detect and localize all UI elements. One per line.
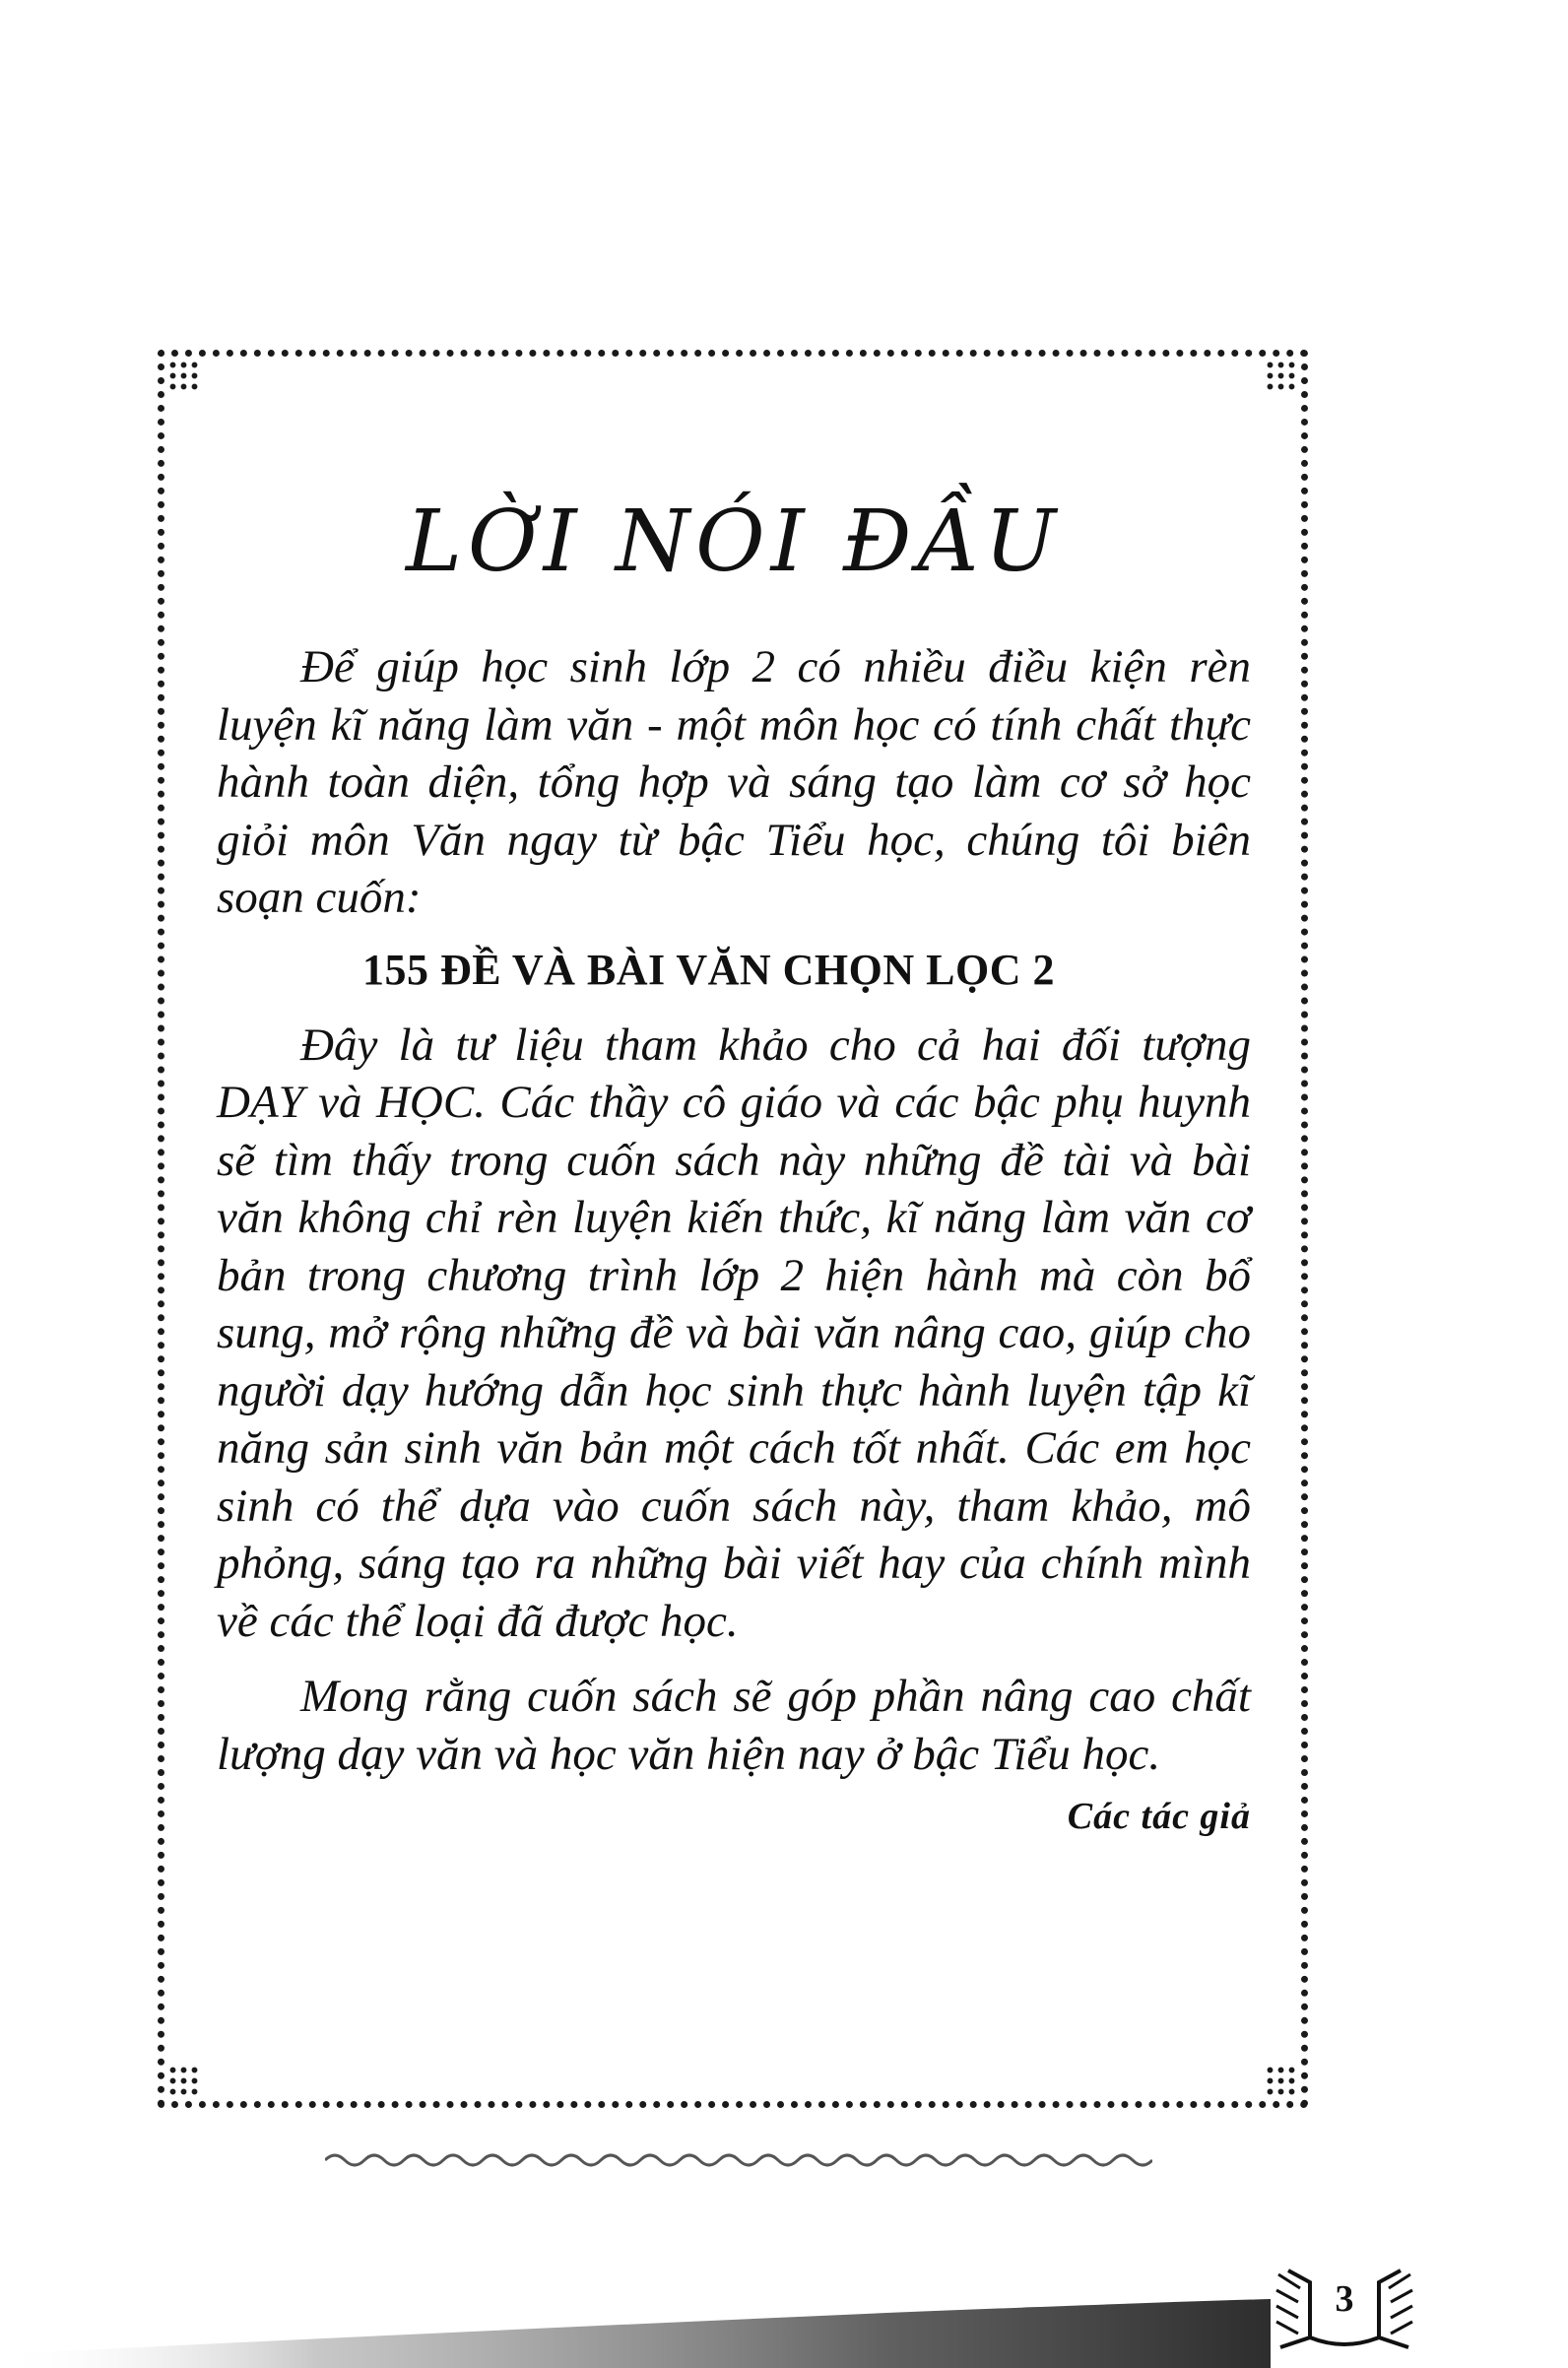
corner-ornament-top-left [167,360,201,393]
preface-frame [158,350,1308,2108]
corner-ornament-top-right [1265,360,1298,393]
signature: Các tác giả [1067,1796,1251,1837]
corner-ornament-bottom-right [1265,2065,1298,2098]
intro-paragraph: Để giúp học sinh lớp 2 có nhiều điều kiện rèn luyện kĩ năng làm văn - một môn học có tính chất thực hành toàn diện, tổng hợp và sáng tạo làm cơ sở học giỏi môn Văn ngay từ bậc Tiểu học, chúng tôi biên soạn cuốn: [217,641,1251,923]
closing-paragraph: Mong rằng cuốn sách sẽ góp phần nâng cao chất lượng dạy văn và học văn hiện nay ở bậc Tiểu học. [217,1671,1251,1780]
book-title: 155 ĐỀ VÀ BÀI VĂN CHỌN LỌC 2 [362,945,1056,994]
body-paragraph: Đây là tư liệu tham khảo cho cả hai đối tượng DẠY và HỌC. Các thầy cô giáo và các bậc phụ huynh sẽ tìm thấy trong cuốn sách này những đề tài và bài văn không chỉ rèn luyện kiến thức, kĩ năng làm văn cơ bản trong chương trình lớp 2 hiện hành mà còn bổ sung, mở rộng những đề và bài văn nâng cao, giúp cho người dạy hướng dẫn học sinh thực hành luyện tập kĩ năng sản sinh văn bản một cách tốt nhất. Các em học sinh có thể dựa vào cuốn sách này, tham khảo, mô phỏng, sáng tạo ra những bài viết hay của chính mình về các thể loại đã được học. [217,1019,1251,1647]
corner-ornament-bottom-left [167,2065,201,2098]
page-number: 3 [1335,2278,1354,2320]
page-title: LỜI NÓI ĐẦU [406,493,1062,591]
preface-content [217,350,1251,1838]
page-bottom-shadow [0,2295,1271,2368]
wavy-divider [325,2145,1152,2175]
